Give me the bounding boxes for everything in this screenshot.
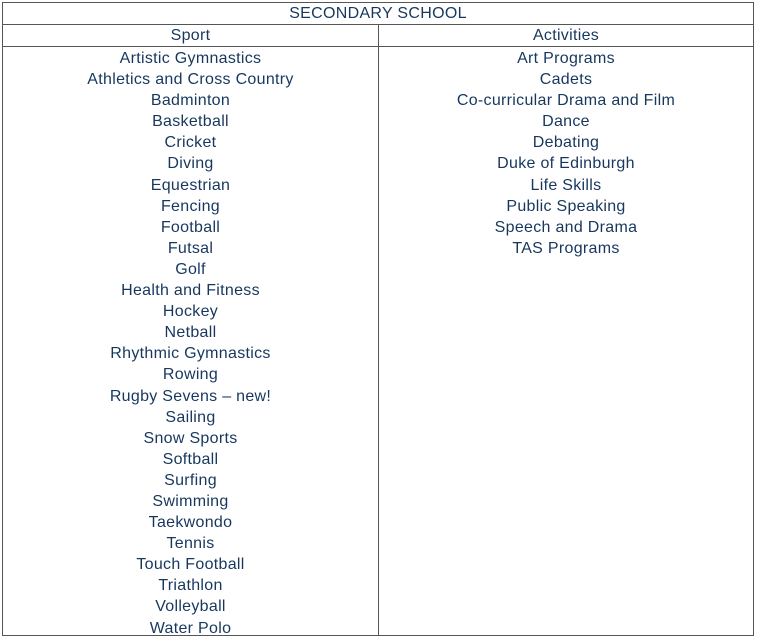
activity-item: Life Skills xyxy=(530,176,602,194)
sport-item: Surfing xyxy=(164,471,217,489)
sport-item: Snow Sports xyxy=(143,429,238,447)
sport-item: Diving xyxy=(167,155,214,173)
sport-item: Athletics and Cross Country xyxy=(87,71,294,89)
sport-item: Football xyxy=(160,218,221,236)
sport-item: Artistic Gymnastics xyxy=(119,50,262,67)
secondary-school-table xyxy=(2,2,754,636)
sport-item: Tennis xyxy=(166,535,215,553)
activities-list xyxy=(379,48,753,259)
sport-item: Basketball xyxy=(152,113,229,131)
sport-item: Badminton xyxy=(150,92,231,110)
sport-item: Taekwondo xyxy=(148,514,233,532)
sport-item: Swimming xyxy=(152,492,229,510)
sport-item: Fencing xyxy=(160,197,221,215)
table-title: SECONDARY SCHOOL xyxy=(3,3,753,25)
activity-item: Debating xyxy=(532,134,600,152)
activity-item: Duke of Edinburgh xyxy=(497,155,635,173)
activity-item: Co-curricular Drama and Film xyxy=(456,92,676,110)
sport-item: Rugby Sevens – new! xyxy=(109,387,272,405)
sport-item: Rowing xyxy=(162,366,219,384)
sport-item: Water Polo xyxy=(149,619,232,637)
sport-item: Golf xyxy=(175,260,206,278)
sports-list xyxy=(3,48,378,639)
activity-item: Art Programs xyxy=(517,50,615,67)
sport-item: Rhythmic Gymnastics xyxy=(110,345,271,363)
sport-item: Futsal xyxy=(167,239,214,257)
sport-item: Netball xyxy=(164,324,217,342)
sport-item: Sailing xyxy=(165,408,216,426)
activity-item: Public Speaking xyxy=(506,197,626,215)
sport-item: Softball xyxy=(162,450,219,468)
activity-item: TAS Programs xyxy=(512,239,620,257)
activities-column-header: Activities xyxy=(532,27,600,44)
sport-item: Cricket xyxy=(164,134,217,152)
sport-column-header: Sport xyxy=(170,27,211,44)
activity-item: Dance xyxy=(542,113,590,131)
activity-item: Cadets xyxy=(539,71,593,89)
sport-item: Volleyball xyxy=(155,598,226,616)
sport-item: Touch Football xyxy=(136,556,245,574)
sport-item: Health and Fitness xyxy=(121,282,260,300)
sport-item: Equestrian xyxy=(150,176,231,194)
sport-item: Hockey xyxy=(162,303,219,321)
activity-item: Speech and Drama xyxy=(494,218,638,236)
sport-item: Triathlon xyxy=(158,577,223,595)
